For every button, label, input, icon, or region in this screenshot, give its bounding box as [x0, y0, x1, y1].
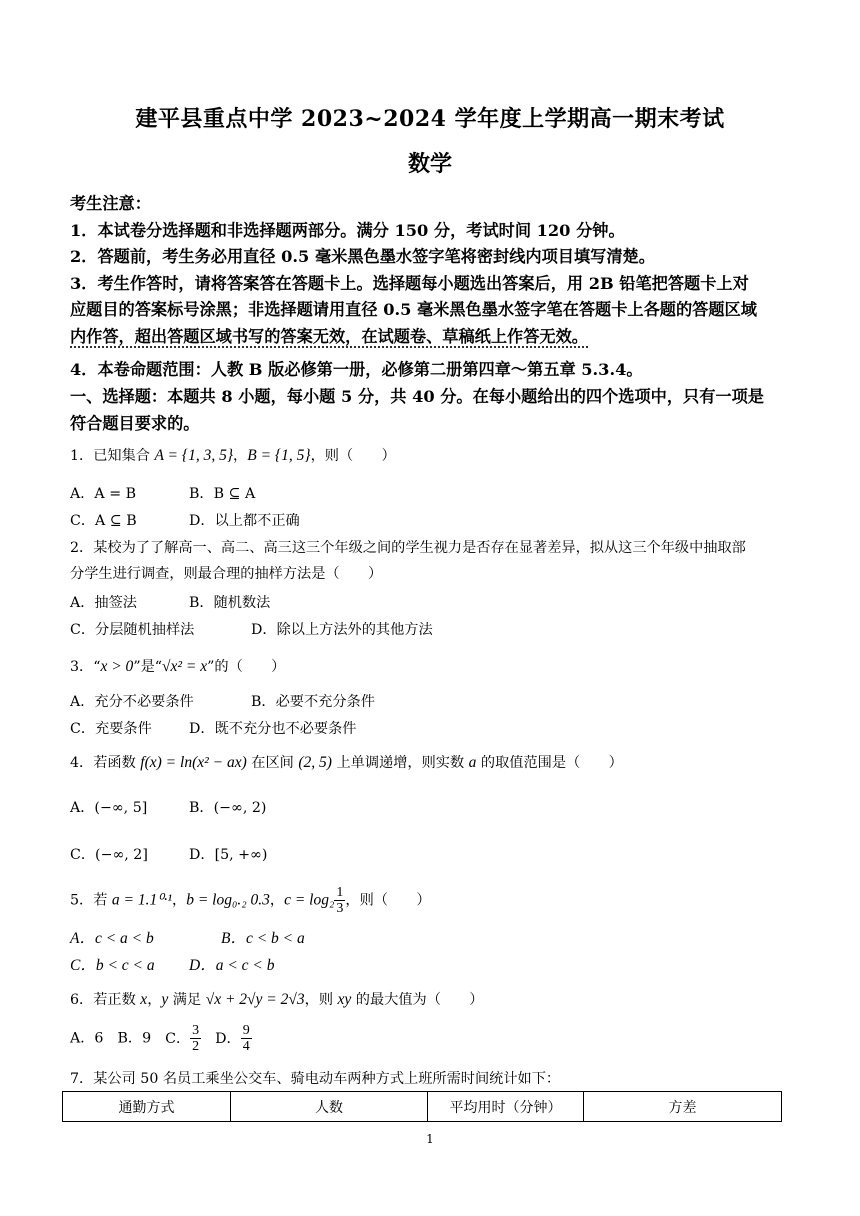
- q1-option-a: A．A = B: [70, 486, 137, 502]
- question-4: [70, 752, 623, 772]
- q5-fraction-num: 1: [336, 885, 344, 900]
- q6-option-c-label: C．: [165, 1030, 191, 1047]
- q5-option-a: A．c < a < b: [70, 930, 154, 947]
- q3-option-c: C．充要条件: [70, 721, 152, 737]
- q7-table-header-row: [63, 1092, 782, 1122]
- q4-interval: (2, 5): [298, 754, 332, 771]
- section-1-heading: 一、选择题：本题共 8 小题，每小题 5 分，共 40 分。在每小题给出的四个选项中，只有一项是: [70, 387, 764, 406]
- q5-text-2: ，: [172, 892, 187, 909]
- q3-option-d: D．既不充分也不必要条件: [189, 721, 357, 737]
- q7-header-method: 通勤方式: [63, 1092, 231, 1122]
- question-2-line-2: 分学生进行调查，则最合理的抽样方法是（ ）: [70, 566, 383, 582]
- q6-option-d-num: 9: [242, 1023, 250, 1038]
- question-2-line-1: 2．某校为了了解高一、高二、高三这三个年级之间的学生视力是否存在显著差异，拟从这三个年级中抽取部: [70, 540, 746, 556]
- q4-text-4: 的取值范围是（ ）: [476, 755, 623, 771]
- q5-option-c: C．b < c < a: [70, 957, 155, 974]
- q3-condition-2: √x² = x: [162, 658, 208, 675]
- notice-heading: 考生注意：: [70, 194, 151, 213]
- q6-text-5: 的最大值为（ ）: [351, 992, 484, 1008]
- q1-set-b: B = {1, 5}: [247, 447, 311, 464]
- q6-product: xy: [337, 991, 352, 1008]
- q6-option-c: [165, 1023, 201, 1054]
- q1-option-c: C．A ⊆ B: [70, 513, 137, 529]
- q5-c-def: c = log₂: [284, 891, 335, 909]
- question-7: 7．某公司 50 名员工乘坐公交车、骑电动车两种方式上班所需时间统计如下：: [70, 1071, 561, 1087]
- q2-option-a: A．抽签法: [70, 595, 137, 611]
- q5-option-d: D．a < c < b: [189, 957, 275, 974]
- notice-item-3-cont-1: 应题目的答案标号涂黑；非选择题请用直径 0.5 毫米黑色墨水签字笔在答题卡上各题的答题区域: [70, 300, 757, 319]
- q6-text-2: ，: [147, 992, 162, 1008]
- q4-option-d: D．[5, +∞): [189, 847, 268, 863]
- notice-item-4: 4．本卷命题范围：人教 B 版必修第一册，必修第二册第四章～第五章 5.3.4。: [70, 360, 643, 379]
- q4-variable: a: [468, 754, 477, 771]
- q6-option-d: [215, 1023, 252, 1054]
- question-1: [70, 445, 396, 465]
- notice-item-2: 2．答题前，考生务必用直径 0.5 毫米黑色墨水签字笔将密封线内项目填写清楚。: [70, 247, 655, 266]
- q3-condition-1: x > 0: [100, 658, 134, 675]
- q3-option-b: B．必要不充分条件: [251, 694, 375, 710]
- q6-var-x: x: [140, 991, 148, 1008]
- q6-option-a: A．6: [70, 1030, 104, 1047]
- q6-option-d-label: D．: [215, 1030, 241, 1047]
- q4-option-c: C．(−∞, 2]: [70, 847, 148, 863]
- q2-option-c: C．分层随机抽样法: [70, 622, 195, 638]
- q7-table: [62, 1091, 782, 1122]
- q5-fraction-den: 3: [336, 901, 344, 916]
- q4-option-b: B．(−∞, 2): [189, 800, 267, 816]
- q5-a-def: a = 1.1⁰·¹: [111, 891, 172, 909]
- notice-item-3: 3．考生作答时，请将答案答在答题卡上。选择题每小题选出答案后，用 2B 铅笔把答题卡上对: [70, 274, 749, 293]
- q6-option-b: B．9: [117, 1030, 152, 1047]
- q6-option-c-num: 3: [192, 1023, 200, 1038]
- question-3: [70, 656, 285, 676]
- question-5: [70, 885, 431, 916]
- q5-option-b: B．c < b < a: [221, 930, 305, 947]
- exam-title: 建平县重点中学 2023~2024 学年度上学期高一期末考试: [135, 106, 725, 132]
- q1-sep: ，: [233, 448, 248, 464]
- notice-item-3-cont-2: 内作答，超出答题区域书写的答案无效，在试题卷、草稿纸上作答无效。: [70, 327, 588, 346]
- q6-option-c-den: 2: [192, 1039, 200, 1054]
- q5-fraction: [334, 885, 345, 916]
- q6-options: [70, 1023, 252, 1054]
- q6-option-d-den: 4: [242, 1039, 250, 1054]
- q6-option-c-fraction: [190, 1023, 201, 1054]
- q2-option-d: D．除以上方法外的其他方法: [251, 622, 433, 638]
- q6-text-3: 满足: [168, 992, 206, 1008]
- q1-set-a: A = {1, 3, 5}: [154, 447, 234, 464]
- q1-stem-a: 1．已知集合: [70, 448, 155, 464]
- q5-text-4: ，则（ ）: [345, 892, 431, 909]
- notice-item-1: 1．本试卷分选择题和非选择题两部分。满分 150 分，考试时间 120 分钟。: [70, 221, 625, 240]
- q6-text-1: 6．若正数: [70, 992, 141, 1008]
- q7-header-count: 人数: [231, 1092, 428, 1122]
- page-number: 1: [426, 1132, 434, 1146]
- q4-text-1: 4．若函数: [70, 755, 141, 771]
- q1-option-d: D．以上都不正确: [189, 513, 300, 529]
- q1-stem-b: ，则（ ）: [310, 448, 396, 464]
- q5-text-3: ，: [269, 892, 285, 909]
- q6-var-y: y: [161, 991, 169, 1008]
- q3-text-1: 3．“: [70, 659, 101, 675]
- q4-function: f(x) = ln(x² − ax): [140, 754, 247, 771]
- q6-equation: √x + 2√y = 2√3: [205, 991, 305, 1008]
- q5-text-1: 5．若: [70, 892, 112, 909]
- section-1-heading-cont: 符合题目要求的。: [70, 414, 200, 433]
- q6-option-d-fraction: [241, 1023, 252, 1054]
- q1-option-b: B．B ⊆ A: [189, 486, 256, 502]
- q4-text-3: 上单调递增，则实数: [331, 755, 469, 771]
- q4-option-a: A．(−∞, 5]: [70, 800, 148, 816]
- q3-text-3: ”的（ ）: [207, 659, 286, 675]
- q4-text-2: 在区间: [246, 755, 299, 771]
- question-6: [70, 989, 484, 1009]
- q3-option-a: A．充分不必要条件: [70, 694, 194, 710]
- exam-subject: 数学: [407, 151, 452, 177]
- q7-header-variance: 方差: [584, 1092, 782, 1122]
- q6-text-4: ，则: [304, 992, 338, 1008]
- q2-option-b: B．随机数法: [189, 595, 271, 611]
- q5-b-def: b = log₀.₂ 0.3: [186, 891, 270, 909]
- q3-text-2: ”是“: [133, 659, 163, 675]
- q7-header-avg-time: 平均用时（分钟）: [428, 1092, 584, 1122]
